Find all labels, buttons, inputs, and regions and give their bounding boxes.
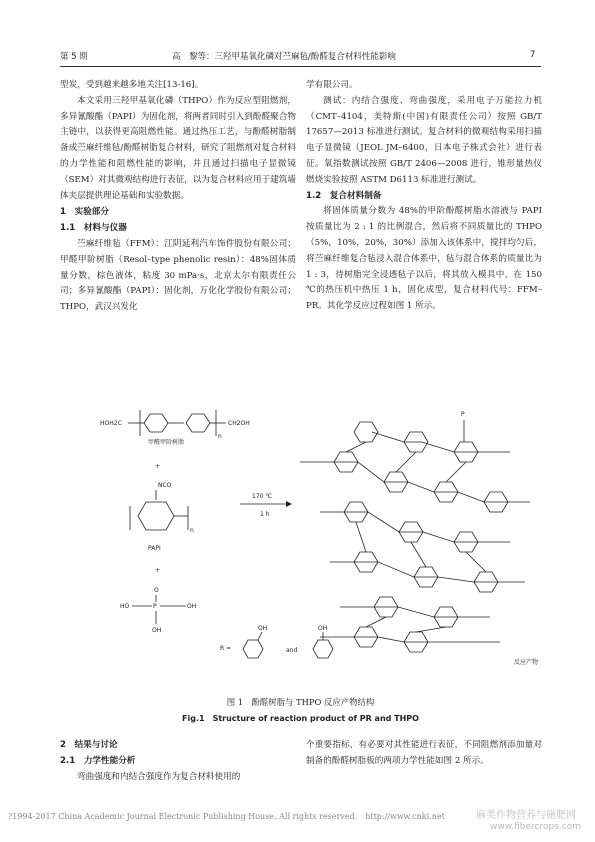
- figure-caption-en: Fig.1 Structure of reaction product of PR and THPO: [182, 714, 419, 723]
- left-paragraph-0: 型炭，受到越来越多地关注[13-16]。: [60, 80, 204, 90]
- left-column: [60, 78, 296, 316]
- svg-text:CH2OH: CH2OH: [228, 420, 250, 427]
- svg-text:OH: OH: [318, 625, 328, 632]
- left-paragraph-2: 苎麻纤维毡（FFM）：江阴延利汽车饰件股份有限公司；甲醛甲阶树脂（Resol–type phenolic resin）：48%固体质量分数，棕色液体，粘度 30 mPa·s，北京太尔有限责任公司；多异氰酸酯（PAPI）：固化剂，万化化学股份有限公司；THPO，武汉兴发化: [60, 238, 296, 313]
- bottom-left-column: [60, 738, 296, 785]
- left-paragraph-1: 本文采用三羟甲基氧化磷（THPO）作为反应型阻燃剂，多异氰酸酯（PAPI）为固化剂，将两者同时引入到酚醛聚合物主链中，以获得更高阻燃性能。通过热压工艺，与酚醛树脂制备成苎麻纤维毡/酚醛树脂复合材料，研究了阻燃剂对复合材料的力学性能和阻燃性能的影响，并且通过扫描电子显微镜（SEM）对其微观结构进行表征，以为复合材料应用于建筑墙体夹层提供理论基础和实验数据。: [60, 95, 296, 201]
- svg-text:OH: OH: [187, 603, 197, 610]
- r-substituents: [220, 625, 333, 658]
- section-1-1-heading: 1.1 材料与仪器: [60, 223, 127, 234]
- papi-label: PAPI: [148, 545, 161, 552]
- section-2-1-heading: 2.1 力学性能分析: [60, 755, 136, 766]
- resol-resin-name: 甲醛甲阶树脂: [148, 439, 185, 446]
- svg-text:R =: R =: [220, 645, 232, 652]
- svg-text:n: n: [218, 433, 222, 440]
- bottom-right-column: [306, 738, 542, 770]
- svg-text:HOH2C: HOH2C: [100, 420, 122, 427]
- running-title: 高 黎等：三羟甲基氧化磷对苎麻毡/酚醛复合材料性能影响: [172, 52, 396, 62]
- svg-text:1 h: 1 h: [260, 511, 270, 518]
- section-2-heading: 2 结果与讨论: [60, 740, 118, 750]
- thpo-structure: [120, 587, 196, 634]
- svg-text:P: P: [461, 411, 465, 418]
- svg-text:HO: HO: [120, 603, 130, 610]
- issue-number: 第 5 期: [60, 52, 88, 62]
- product-label: 反应产物: [514, 659, 539, 666]
- svg-text:OH: OH: [152, 627, 162, 634]
- svg-text:NCO: NCO: [158, 482, 172, 489]
- right-paragraph-2: 将固体质量分数为 48%的甲阶酚醛树脂水溶液与 PAPI 按质量比为 2 : 1 的比例混合，然后将不同质量比的 THPO（5%，10%，20%，30%）添加入该体系中，搅拌均匀后，将苎麻纤维复合毡浸入混合体系中，毡与混合体系的质量比为 1 : 3，待树脂完全浸透毡子以后，将其放入模具中，在 150 ℃的热压机中热压 1 h，固化成型，复合材料代号：FFM–PR。其化学反应过程如图 1 所示。: [306, 206, 542, 312]
- watermark-url: www.fibercrops.com: [490, 822, 581, 832]
- bottom-right-paragraph: 个重要指标，有必要对其性能进行表征，不同阻燃剂添加量对制备的酚醛树脂板的两项力学性能如图 2 所示。: [306, 740, 542, 766]
- svg-text:170 ℃: 170 ℃: [252, 493, 273, 500]
- right-paragraph-0: 学有限公司。: [306, 80, 358, 90]
- right-paragraph-1: 测试：内结合强度、弯曲强度，采用电子万能拉力机（CMT–4104，美特斯(中国)有限责任公司）按照 GB/T 17657—2013 标准进行测试。复合材料的微观结构采用扫描电子显微镜（JEOL JM–6400，日本电子株式会社）进行表征。氧指数测试按照 GB/T 2406—2008 进行，锥形量热仪燃烧实验按照 ASTM D6113 标准进行测试。: [306, 95, 542, 185]
- reaction-arrow: [240, 493, 292, 518]
- page-number: 7: [530, 50, 536, 60]
- svg-text:P: P: [153, 603, 157, 610]
- svg-text:+: +: [155, 463, 161, 470]
- reaction-scheme-figure: [60, 392, 541, 687]
- right-column: [306, 78, 542, 315]
- figure-caption-cn: 图 1 酚醛树脂与 THPO 反应产物结构: [226, 697, 375, 707]
- papi-structure: [130, 482, 194, 552]
- svg-text:O: O: [154, 587, 159, 594]
- svg-text:OH: OH: [258, 625, 268, 632]
- svg-text:+: +: [155, 567, 161, 574]
- watermark-cn: 麻类作物营养与施肥网: [476, 810, 576, 821]
- section-1-heading: 1 实验部分: [60, 207, 109, 218]
- svg-text:and: and: [286, 647, 298, 654]
- header-rule: [60, 66, 541, 67]
- svg-text:n: n: [190, 527, 194, 534]
- reaction-product-network: [300, 411, 538, 666]
- bottom-left-paragraph: 弯曲强度和内结合强度作为复合材料使用的: [77, 771, 241, 782]
- resol-resin-structure: [100, 410, 250, 446]
- section-1-2-heading: 1.2 复合材料制备: [306, 190, 382, 201]
- copyright-footer: ?1994-2017 China Academic Journal Electronic Publishing House. All rights reserved. http://www.cnki.net: [8, 812, 445, 821]
